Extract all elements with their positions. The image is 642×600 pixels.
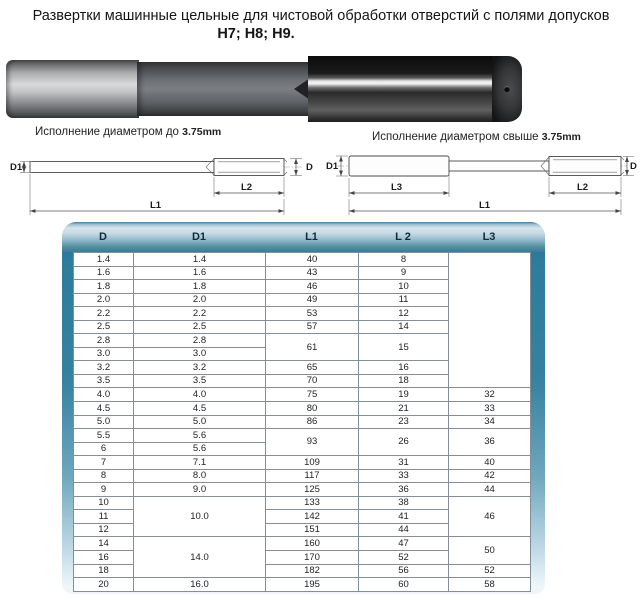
table-cell: 65 bbox=[266, 361, 359, 375]
table-cell: 11 bbox=[359, 293, 449, 307]
table-cell: 14.0 bbox=[134, 537, 266, 578]
reamer-photo-tip-hole bbox=[504, 86, 510, 92]
table-cell: 52 bbox=[359, 551, 449, 565]
table-cell: 170 bbox=[266, 551, 359, 565]
table-header-cell: L1 bbox=[305, 231, 318, 243]
table-cell: 10.0 bbox=[134, 496, 266, 537]
table-row bbox=[74, 402, 531, 416]
table-row bbox=[74, 456, 531, 470]
table-cell: 3.2 bbox=[74, 361, 134, 375]
table-cell: 44 bbox=[449, 483, 531, 497]
table-cell: 2.8 bbox=[74, 334, 134, 348]
table-cell: 1.4 bbox=[74, 253, 134, 267]
table-cell: 10 bbox=[74, 496, 134, 510]
table-cell: 47 bbox=[359, 537, 449, 551]
table-cell: 41 bbox=[359, 510, 449, 524]
table-cell: 1.8 bbox=[134, 280, 266, 294]
table-row bbox=[74, 253, 531, 267]
table-cell: 195 bbox=[266, 578, 359, 592]
table-cell: 31 bbox=[359, 456, 449, 470]
table-cell: 75 bbox=[266, 388, 359, 402]
table-cell: 15 bbox=[359, 334, 449, 361]
table-cell: 4.5 bbox=[134, 402, 266, 416]
table-cell: 33 bbox=[359, 469, 449, 483]
diagram-label-l1: L1 bbox=[479, 200, 491, 211]
table-row bbox=[74, 415, 531, 429]
table-cell: 8 bbox=[359, 253, 449, 267]
table-cell: 23 bbox=[359, 415, 449, 429]
table-cell: 49 bbox=[266, 293, 359, 307]
table-cell bbox=[449, 253, 531, 388]
table-header-row bbox=[73, 222, 530, 252]
table-cell: 21 bbox=[359, 402, 449, 416]
diagram-label-l2: L2 bbox=[577, 182, 589, 193]
table-cell: 57 bbox=[266, 320, 359, 334]
diagram-label-d1: D1 bbox=[326, 161, 339, 172]
page-title: Развертки машинные цельные для чистовой обработки отверстий с полями допусков bbox=[32, 8, 610, 24]
table-row bbox=[74, 578, 531, 592]
table-cell: 5.0 bbox=[74, 415, 134, 429]
table-cell: 52 bbox=[449, 564, 531, 578]
table-cell: 53 bbox=[266, 307, 359, 321]
table-header-cell: L 2 bbox=[395, 231, 411, 243]
table-cell: 32 bbox=[449, 388, 531, 402]
table-cell: 16 bbox=[74, 551, 134, 565]
table-cell: 7 bbox=[74, 456, 134, 470]
table-cell: 3.0 bbox=[134, 347, 266, 361]
table-cell: 50 bbox=[449, 537, 531, 564]
table-cell: 2.2 bbox=[134, 307, 266, 321]
table-cell: 34 bbox=[449, 415, 531, 429]
table-cell: 5.6 bbox=[134, 442, 266, 456]
table-header-cell: D bbox=[99, 231, 107, 243]
table-cell: 2.5 bbox=[134, 320, 266, 334]
reamer-photo-shank bbox=[6, 60, 139, 118]
table-cell: 38 bbox=[359, 496, 449, 510]
table-cell: 2.0 bbox=[134, 293, 266, 307]
table-cell: 42 bbox=[449, 469, 531, 483]
table-cell: 18 bbox=[74, 564, 134, 578]
dimensions-table bbox=[73, 252, 531, 592]
table-row bbox=[74, 469, 531, 483]
table-cell: 8 bbox=[74, 469, 134, 483]
diagram-label-l3: L3 bbox=[391, 182, 403, 193]
table-cell: 61 bbox=[266, 334, 359, 361]
table-cell: 4.0 bbox=[74, 388, 134, 402]
table-cell: 14 bbox=[74, 537, 134, 551]
table-cell: 3.5 bbox=[74, 374, 134, 388]
table-cell: 3.0 bbox=[74, 347, 134, 361]
diagram-label-d1: D1 bbox=[10, 162, 23, 173]
table-cell: 10 bbox=[359, 280, 449, 294]
table-cell: 182 bbox=[266, 564, 359, 578]
table-cell: 40 bbox=[449, 456, 531, 470]
table-cell: 11 bbox=[74, 510, 134, 524]
reamer-photo-flutes bbox=[308, 56, 498, 122]
table-header-cell: L3 bbox=[482, 231, 496, 243]
table-cell: 117 bbox=[266, 469, 359, 483]
table-row bbox=[74, 429, 531, 443]
table-cell: 80 bbox=[266, 402, 359, 416]
table-cell: 5.5 bbox=[74, 429, 134, 443]
table-cell: 3.2 bbox=[134, 361, 266, 375]
table-cell: 56 bbox=[359, 564, 449, 578]
dimension-diagram-small bbox=[8, 140, 318, 220]
table-cell: 7.1 bbox=[134, 456, 266, 470]
table-cell: 1.4 bbox=[134, 253, 266, 267]
page-title-tolerances: H7; H8; H9. bbox=[217, 26, 295, 42]
table-cell: 12 bbox=[359, 307, 449, 321]
reamer-photo bbox=[6, 52, 521, 126]
table-cell: 16.0 bbox=[134, 578, 266, 592]
table-cell: 33 bbox=[449, 402, 531, 416]
table-cell: 16 bbox=[359, 361, 449, 375]
table-cell: 19 bbox=[359, 388, 449, 402]
table-cell: 2.2 bbox=[74, 307, 134, 321]
table-cell: 44 bbox=[359, 523, 449, 537]
table-cell: 2.8 bbox=[134, 334, 266, 348]
table-cell: 5.6 bbox=[134, 429, 266, 443]
table-cell: 2.5 bbox=[74, 320, 134, 334]
table-row bbox=[74, 483, 531, 497]
table-cell: 9.0 bbox=[134, 483, 266, 497]
table-cell: 109 bbox=[266, 456, 359, 470]
table-cell: 40 bbox=[266, 253, 359, 267]
table-cell: 14 bbox=[359, 320, 449, 334]
table-cell: 125 bbox=[266, 483, 359, 497]
table-cell: 9 bbox=[359, 266, 449, 280]
table-cell: 160 bbox=[266, 537, 359, 551]
table-cell: 46 bbox=[449, 496, 531, 537]
table-cell: 20 bbox=[74, 578, 134, 592]
caption-small-diameter bbox=[35, 126, 221, 138]
table-cell: 4.5 bbox=[74, 402, 134, 416]
caption-large-text: Исполнение диаметром свыше bbox=[372, 131, 539, 143]
diagram-label-d: D bbox=[306, 162, 313, 173]
table-row bbox=[74, 496, 531, 510]
table-cell: 6 bbox=[74, 442, 134, 456]
table-cell: 36 bbox=[359, 483, 449, 497]
table-cell: 9 bbox=[74, 483, 134, 497]
table-cell: 133 bbox=[266, 496, 359, 510]
table-cell: 5.0 bbox=[134, 415, 266, 429]
table-header-band bbox=[62, 222, 545, 252]
dimensions-table-frame bbox=[62, 222, 545, 594]
table-cell: 93 bbox=[266, 429, 359, 456]
table-cell: 86 bbox=[266, 415, 359, 429]
table-row bbox=[74, 388, 531, 402]
table-cell: 142 bbox=[266, 510, 359, 524]
table-cell: 46 bbox=[266, 280, 359, 294]
table-row bbox=[74, 537, 531, 551]
dimension-diagram-large bbox=[325, 140, 640, 220]
table-cell: 151 bbox=[266, 523, 359, 537]
caption-small-value: 3.75mm bbox=[182, 126, 222, 138]
table-cell: 43 bbox=[266, 266, 359, 280]
caption-large-value: 3.75mm bbox=[541, 131, 581, 143]
table-cell: 36 bbox=[449, 429, 531, 456]
table-cell: 1.6 bbox=[74, 266, 134, 280]
caption-small-text: Исполнение диаметром до bbox=[35, 126, 179, 138]
table-cell: 70 bbox=[266, 374, 359, 388]
diagram-label-l2: L2 bbox=[241, 182, 253, 193]
table-cell: 12 bbox=[74, 523, 134, 537]
table-cell: 3.5 bbox=[134, 374, 266, 388]
table-cell: 26 bbox=[359, 429, 449, 456]
diagram-label-d: D bbox=[630, 161, 637, 172]
diagram-label-l1: L1 bbox=[150, 200, 162, 211]
table-cell: 8.0 bbox=[134, 469, 266, 483]
table-cell: 18 bbox=[359, 374, 449, 388]
reamer-photo-body bbox=[137, 62, 317, 116]
table-cell: 60 bbox=[359, 578, 449, 592]
table-cell: 58 bbox=[449, 578, 531, 592]
table-cell: 4.0 bbox=[134, 388, 266, 402]
table-cell: 1.6 bbox=[134, 266, 266, 280]
table-cell: 2.0 bbox=[74, 293, 134, 307]
table-cell: 1.8 bbox=[74, 280, 134, 294]
table-header-cell: D1 bbox=[191, 231, 207, 243]
